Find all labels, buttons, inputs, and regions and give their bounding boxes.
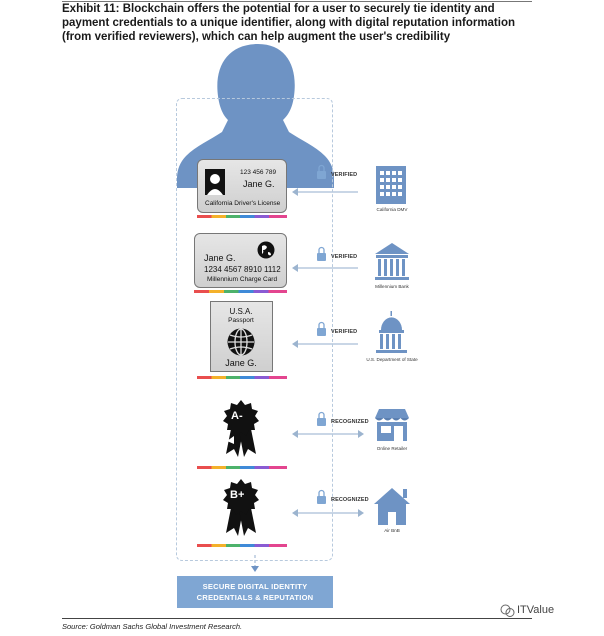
storefront-icon [375,409,409,441]
institution-name: Millennium Bank [375,284,409,289]
office-building-icon [376,166,406,204]
institution-name: California DMV [376,207,408,212]
license-caption: California Driver's License [205,200,281,207]
card-stripe [194,290,287,293]
card-holder-name: Jane G. [204,253,236,263]
house-icon [374,488,410,525]
globe-icon [257,241,275,259]
status-label: RECOGNIZED [331,419,369,425]
card-stripe [197,466,287,469]
status-label: VERIFIED [331,172,358,178]
result-line-2: CREDENTIALS & REPUTATION [196,593,314,602]
wechat-icon [500,604,515,618]
passport-country: U.S.A. [229,307,253,316]
charge-card [194,233,287,288]
institution-name: Online Retailer [376,446,408,451]
capitol-icon [376,311,407,353]
passport-type: Passport [228,317,254,324]
passport-holder-name: Jane G. [225,358,257,368]
institution-name: U.S. Department of State [366,357,418,362]
source-rule [62,618,532,619]
card-number: 1234 4567 8910 1112 [204,265,281,274]
status-label: RECOGNIZED [331,497,369,503]
license-holder-name: Jane G. [243,179,275,189]
portrait-icon [205,169,225,195]
card-stripe [197,215,287,218]
license-number: 123 456 789 [240,169,277,176]
source-note: Source: Goldman Sachs Global Investment Research. [62,622,243,631]
status-label: VERIFIED [331,254,358,260]
card-stripe [197,376,287,379]
result-box [177,576,333,608]
exhibit-title: Exhibit 11: Blockchain offers the potential for a user to securely tie identity and payment credentials to a unique identifier, along with digital reputation information (from verified reviewers), which can help augment the user's credibility [62,3,516,43]
passport-card [210,301,273,372]
globe-grid-icon [226,327,256,357]
bank-icon [375,243,409,280]
flow-arrow-head-icon [251,566,259,572]
grade-b-label: B+ [230,489,245,501]
institution-name: Air BnB [384,528,400,533]
drivers-license-card [197,159,287,213]
card-stripe [197,544,287,547]
watermark: ITValue [517,604,555,616]
charge-card-caption: Millennium Charge Card [207,276,278,283]
grade-a-label: A- [231,410,243,422]
result-line-1: SECURE DIGITAL IDENTITY [202,582,308,591]
status-label: VERIFIED [331,329,358,335]
